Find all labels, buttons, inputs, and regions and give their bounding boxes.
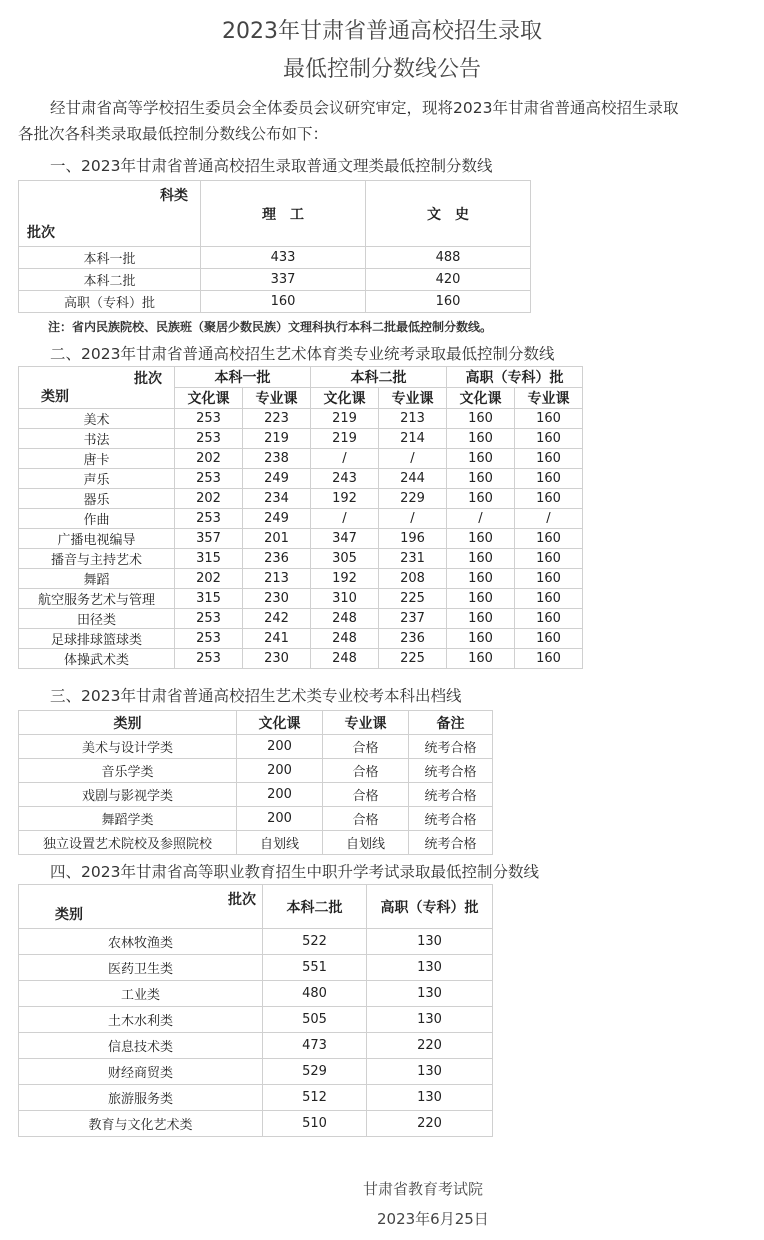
- cell-value: 合格: [323, 759, 409, 783]
- cell-value: 237: [379, 609, 447, 629]
- cell-value: 160: [515, 489, 583, 509]
- table-row: [19, 509, 583, 529]
- cell-value: 229: [379, 489, 447, 509]
- cell-value: 253: [175, 429, 243, 449]
- cell-value: /: [311, 449, 379, 469]
- cell-value: 160: [447, 489, 515, 509]
- cell-value: 225: [379, 589, 447, 609]
- cell-value: 160: [515, 649, 583, 669]
- cell-value: 130: [367, 955, 493, 981]
- cell-value: 160: [515, 629, 583, 649]
- s1-note: 注：省内民族院校、民族班（聚居少数民族）文理科执行本科二批最低控制分数线。: [48, 320, 493, 334]
- row-label: 唐卡: [19, 449, 175, 469]
- table-row: [19, 807, 493, 831]
- cell-value: 自划线: [323, 831, 409, 855]
- s3-col-category: 类别: [19, 711, 237, 735]
- cell-value: 合格: [323, 807, 409, 831]
- row-label: 航空服务艺术与管理: [19, 589, 175, 609]
- table-row: [19, 831, 493, 855]
- table-row: [19, 569, 583, 589]
- row-label: 播音与主持艺术: [19, 549, 175, 569]
- s2-sub-header: 专业课: [379, 388, 447, 409]
- cell-value: 510: [263, 1111, 367, 1137]
- cell-value: 243: [311, 469, 379, 489]
- cell-value: 315: [175, 549, 243, 569]
- cell-value: 241: [243, 629, 311, 649]
- cell-value: 253: [175, 469, 243, 489]
- cell-value: 160: [366, 291, 531, 313]
- cell-value: 219: [243, 429, 311, 449]
- row-label: 高职（专科）批: [19, 291, 201, 313]
- cell-value: 253: [175, 649, 243, 669]
- cell-value: 160: [515, 609, 583, 629]
- s4-corner-top: 批次: [228, 892, 256, 908]
- cell-value: 220: [367, 1033, 493, 1059]
- row-label: 医药卫生类: [19, 955, 263, 981]
- cell-value: /: [379, 509, 447, 529]
- cell-value: 130: [367, 929, 493, 955]
- row-label: 农林牧渔类: [19, 929, 263, 955]
- row-label: 美术: [19, 409, 175, 429]
- table-row: [19, 1059, 493, 1085]
- row-label: 戏剧与影视学类: [19, 783, 237, 807]
- s2-sub-header: 文化课: [175, 388, 243, 409]
- page-title-line1: 2023年甘肃省普通高校招生录取: [222, 19, 542, 44]
- cell-value: 238: [243, 449, 311, 469]
- cell-value: 160: [447, 529, 515, 549]
- row-label: 器乐: [19, 489, 175, 509]
- table-row: [19, 649, 583, 669]
- s3-col-remark: 备注: [409, 711, 493, 735]
- cell-value: /: [379, 449, 447, 469]
- cell-value: 202: [175, 449, 243, 469]
- table-row: [19, 783, 493, 807]
- cell-value: 200: [237, 759, 323, 783]
- cell-value: 213: [379, 409, 447, 429]
- table-row: [19, 981, 493, 1007]
- table-row: [19, 529, 583, 549]
- row-label: 财经商贸类: [19, 1059, 263, 1085]
- table-row: [19, 735, 493, 759]
- cell-value: 249: [243, 509, 311, 529]
- row-label: 音乐学类: [19, 759, 237, 783]
- cell-value: 236: [243, 549, 311, 569]
- cell-value: 130: [367, 1059, 493, 1085]
- cell-value: 512: [263, 1085, 367, 1111]
- cell-value: 522: [263, 929, 367, 955]
- cell-value: 130: [367, 981, 493, 1007]
- footer-org: 甘肃省教育考试院: [363, 1180, 484, 1198]
- cell-value: 242: [243, 609, 311, 629]
- cell-value: 200: [237, 807, 323, 831]
- table-row: [19, 429, 583, 449]
- cell-value: /: [311, 509, 379, 529]
- cell-value: 231: [379, 549, 447, 569]
- cell-value: 统考合格: [409, 831, 493, 855]
- s2-corner-cell: [19, 367, 175, 409]
- s1-corner-bottom: 批次: [27, 225, 55, 241]
- cell-value: 220: [367, 1111, 493, 1137]
- cell-value: 219: [311, 429, 379, 449]
- table-row: [19, 269, 531, 291]
- cell-value: 248: [311, 609, 379, 629]
- cell-value: 160: [447, 429, 515, 449]
- cell-value: 480: [263, 981, 367, 1007]
- s4-corner-cell: [19, 885, 263, 929]
- cell-value: 192: [311, 489, 379, 509]
- row-label: 作曲: [19, 509, 175, 529]
- s4-col-undergrad: 本科二批: [263, 885, 367, 929]
- row-label: 工业类: [19, 981, 263, 1007]
- cell-value: 统考合格: [409, 783, 493, 807]
- cell-value: 223: [243, 409, 311, 429]
- cell-value: 160: [515, 529, 583, 549]
- cell-value: 160: [515, 449, 583, 469]
- s1-corner-top: 科类: [160, 188, 188, 204]
- cell-value: 160: [515, 589, 583, 609]
- cell-value: 130: [367, 1085, 493, 1111]
- s2-corner-bottom: 类别: [41, 389, 69, 405]
- cell-value: 219: [311, 409, 379, 429]
- cell-value: 160: [447, 549, 515, 569]
- cell-value: 160: [515, 469, 583, 489]
- table-row: [19, 929, 493, 955]
- cell-value: /: [447, 509, 515, 529]
- cell-value: 160: [447, 569, 515, 589]
- cell-value: 196: [379, 529, 447, 549]
- cell-value: 统考合格: [409, 807, 493, 831]
- cell-value: 160: [447, 449, 515, 469]
- section1-heading: 一、2023年甘肃省普通高校招生录取普通文理类最低控制分数线: [50, 157, 493, 175]
- cell-value: 347: [311, 529, 379, 549]
- cell-value: /: [515, 509, 583, 529]
- cell-value: 433: [201, 247, 366, 269]
- table-row: [19, 1111, 493, 1137]
- cell-value: 合格: [323, 783, 409, 807]
- s2-group-header: 本科二批: [311, 367, 447, 388]
- s1-col-science: 理 工: [201, 181, 366, 247]
- cell-value: 130: [367, 1007, 493, 1033]
- table-s1: [18, 180, 531, 313]
- row-label: 教育与文化艺术类: [19, 1111, 263, 1137]
- s3-col-culture: 文化课: [237, 711, 323, 735]
- table-s4: [18, 884, 493, 1137]
- s2-group-header: 高职（专科）批: [447, 367, 583, 388]
- s1-corner-cell: [19, 181, 201, 247]
- s3-col-major: 专业课: [323, 711, 409, 735]
- cell-value: 160: [447, 649, 515, 669]
- cell-value: 214: [379, 429, 447, 449]
- cell-value: 160: [515, 549, 583, 569]
- table-s3: [18, 710, 493, 855]
- s1-col-liberal: 文 史: [366, 181, 531, 247]
- cell-value: 208: [379, 569, 447, 589]
- table-row: [19, 629, 583, 649]
- cell-value: 合格: [323, 735, 409, 759]
- row-label: 独立设置艺术院校及参照院校: [19, 831, 237, 855]
- row-label: 田径类: [19, 609, 175, 629]
- footer-date: 2023年6月25日: [377, 1210, 489, 1228]
- table-row: [19, 409, 583, 429]
- row-label: 美术与设计学类: [19, 735, 237, 759]
- s2-sub-header: 文化课: [447, 388, 515, 409]
- s2-group-header: 本科一批: [175, 367, 311, 388]
- cell-value: 160: [447, 609, 515, 629]
- page-title-line2: 最低控制分数线公告: [282, 57, 481, 82]
- section3-heading: 三、2023年甘肃省普通高校招生艺术类专业校考本科出档线: [50, 687, 462, 705]
- cell-value: 310: [311, 589, 379, 609]
- section4-heading: 四、2023年甘肃省高等职业教育招生中职升学考试录取最低控制分数线: [50, 863, 539, 881]
- table-row: [19, 1085, 493, 1111]
- table-row: [19, 291, 531, 313]
- row-label: 声乐: [19, 469, 175, 489]
- s2-sub-header: 文化课: [311, 388, 379, 409]
- cell-value: 248: [311, 629, 379, 649]
- cell-value: 213: [243, 569, 311, 589]
- table-row: [19, 589, 583, 609]
- row-label: 本科一批: [19, 247, 201, 269]
- cell-value: 200: [237, 735, 323, 759]
- row-label: 土木水利类: [19, 1007, 263, 1033]
- cell-value: 160: [447, 589, 515, 609]
- cell-value: 337: [201, 269, 366, 291]
- cell-value: 225: [379, 649, 447, 669]
- row-label: 舞蹈学类: [19, 807, 237, 831]
- table-s2: [18, 366, 583, 669]
- s4-col-vocational: 高职（专科）批: [367, 885, 493, 929]
- table-row: [19, 1033, 493, 1059]
- cell-value: 253: [175, 609, 243, 629]
- s2-sub-header: 专业课: [515, 388, 583, 409]
- row-label: 旅游服务类: [19, 1085, 263, 1111]
- cell-value: 160: [201, 291, 366, 313]
- table-row: [19, 247, 531, 269]
- cell-value: 253: [175, 409, 243, 429]
- cell-value: 160: [515, 429, 583, 449]
- row-label: 信息技术类: [19, 1033, 263, 1059]
- cell-value: 315: [175, 589, 243, 609]
- s2-corner-top: 批次: [134, 371, 162, 387]
- table-row: [19, 449, 583, 469]
- cell-value: 160: [447, 629, 515, 649]
- cell-value: 统考合格: [409, 759, 493, 783]
- cell-value: 529: [263, 1059, 367, 1085]
- cell-value: 160: [515, 569, 583, 589]
- cell-value: 160: [515, 409, 583, 429]
- table-row: [19, 489, 583, 509]
- table-row: [19, 955, 493, 981]
- cell-value: 244: [379, 469, 447, 489]
- cell-value: 192: [311, 569, 379, 589]
- cell-value: 305: [311, 549, 379, 569]
- cell-value: 自划线: [237, 831, 323, 855]
- intro-line2: 各批次各科类录取最低控制分数线公布如下：: [18, 125, 329, 143]
- table-row: [19, 759, 493, 783]
- cell-value: 551: [263, 955, 367, 981]
- cell-value: 201: [243, 529, 311, 549]
- cell-value: 230: [243, 589, 311, 609]
- cell-value: 248: [311, 649, 379, 669]
- cell-value: 202: [175, 489, 243, 509]
- cell-value: 505: [263, 1007, 367, 1033]
- table-row: [19, 1007, 493, 1033]
- cell-value: 统考合格: [409, 735, 493, 759]
- row-label: 广播电视编导: [19, 529, 175, 549]
- cell-value: 249: [243, 469, 311, 489]
- cell-value: 202: [175, 569, 243, 589]
- row-label: 足球排球篮球类: [19, 629, 175, 649]
- table-row: [19, 469, 583, 489]
- cell-value: 230: [243, 649, 311, 669]
- s2-sub-header: 专业课: [243, 388, 311, 409]
- row-label: 舞蹈: [19, 569, 175, 589]
- table-row: [19, 609, 583, 629]
- row-label: 本科二批: [19, 269, 201, 291]
- cell-value: 160: [447, 469, 515, 489]
- cell-value: 253: [175, 509, 243, 529]
- cell-value: 236: [379, 629, 447, 649]
- cell-value: 200: [237, 783, 323, 807]
- intro-line1: 经甘肃省高等学校招生委员会全体委员会议研究审定，现将2023年甘肃省普通高校招生录取: [50, 99, 679, 117]
- row-label: 书法: [19, 429, 175, 449]
- cell-value: 473: [263, 1033, 367, 1059]
- row-label: 体操武术类: [19, 649, 175, 669]
- section2-heading: 二、2023年甘肃省普通高校招生艺术体育类专业统考录取最低控制分数线: [50, 345, 555, 363]
- s4-corner-bottom: 类别: [55, 907, 83, 923]
- cell-value: 488: [366, 247, 531, 269]
- cell-value: 234: [243, 489, 311, 509]
- table-row: [19, 549, 583, 569]
- cell-value: 160: [447, 409, 515, 429]
- cell-value: 420: [366, 269, 531, 291]
- cell-value: 357: [175, 529, 243, 549]
- cell-value: 253: [175, 629, 243, 649]
